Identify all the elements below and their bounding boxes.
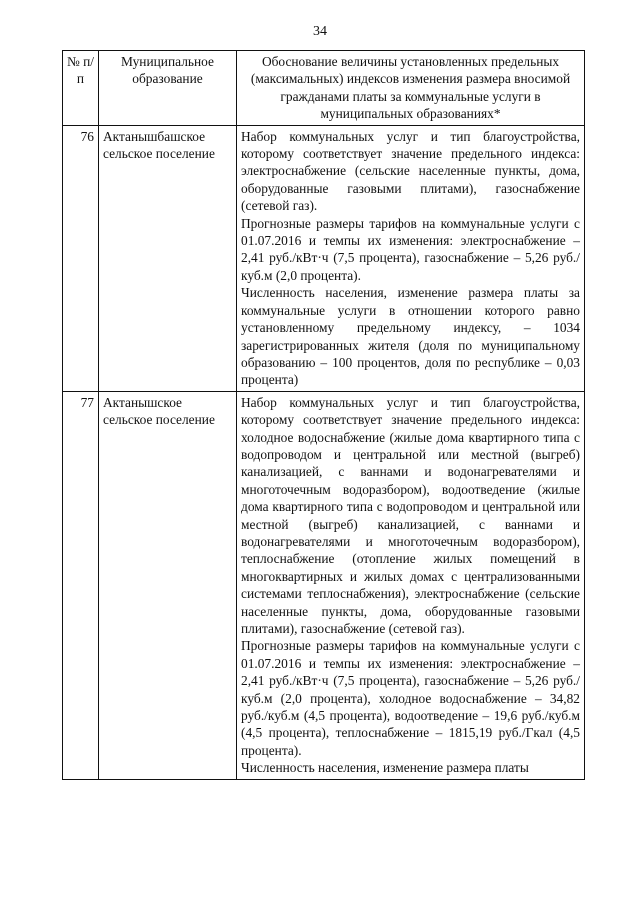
table-row (63, 125, 585, 391)
justification-cell (237, 391, 585, 779)
municipality-name: Актанышбашское сельское поселение (99, 125, 237, 391)
header-number: № п/п (63, 51, 99, 126)
row-number: 77 (63, 391, 99, 779)
justification-paragraph: Прогнозные размеры тарифов на коммунальные услуги с 01.07.2016 и темпы их изменения: электроснабжение – 2,41 руб./кВт·ч (7,5 процента), газоснабжение – 5,26 руб./куб.м (2,0 процента). (241, 215, 580, 283)
row-number: 76 (63, 125, 99, 391)
table-row (63, 391, 585, 779)
municipality-name: Актанышское сельское поселение (99, 391, 237, 779)
header-justification: Обоснование величины установленных предельных (максимальных) индексов изменения размера вносимой гражданами платы за коммунальные услуги в муниципальных образованиях* (237, 51, 585, 126)
justification-paragraph: Численность населения, изменение размера платы за коммунальные услуги в отношении которого равно установленному предельному индексу, – 1034 зарегистрированных жителя (доля по муниципальному образованию – 100 процентов, доля по республике – 0,03 процента) (241, 285, 580, 388)
justification-paragraph: Прогнозные размеры тарифов на коммунальные услуги с 01.07.2016 и темпы их изменения: электроснабжение – 2,41 руб./кВт·ч (7,5 процента), газоснабжение – 5,26 руб./куб.м (2,0 процента), холодное водоснабжение – 34,82 руб./куб.м (4,5 процента), водоотведение – 19,6 руб./куб.м (4,5 процента), теплоснабжение – 1815,19 руб./Гкал (4,5 процента). (241, 638, 580, 758)
header-municipality: Муниципальное образование (99, 51, 237, 126)
tariff-index-table (62, 50, 585, 780)
justification-paragraph: Численность населения, изменение размера платы (241, 760, 529, 776)
page-number: 34 (313, 24, 327, 39)
justification-paragraph: Набор коммунальных услуг и тип благоустройства, которому соответствует значение предельного индекса: электроснабжение (сельские населенные пункты, дома, оборудованные газовыми плитами), газоснабжение (сетевой газ). (241, 128, 580, 214)
justification-paragraph: Набор коммунальных услуг и тип благоустройства, которому соответствует значение предельного индекса: холодное водоснабжение (жилые дома квартирного типа с водопроводом и центральной или местной (выгреб) канализацией, с ваннами и водонагревателями и многоточечным водоразбором), водоотведение (жилые дома квартирного типа с водопроводом и центральной или местной (выгреб) канализацией, с ваннами и водонагревателями и многоточечным водоразбором), теплоснабжение (отопление жилых помещений в многоквартирных и жилых домах с централизованными системами теплоснабжения), электроснабжение (сельские населенные пункты, дома, оборудованные газовыми плитами), газоснабжение (сетевой газ). (241, 394, 580, 636)
table-header-row (63, 51, 585, 126)
justification-cell (237, 125, 585, 391)
